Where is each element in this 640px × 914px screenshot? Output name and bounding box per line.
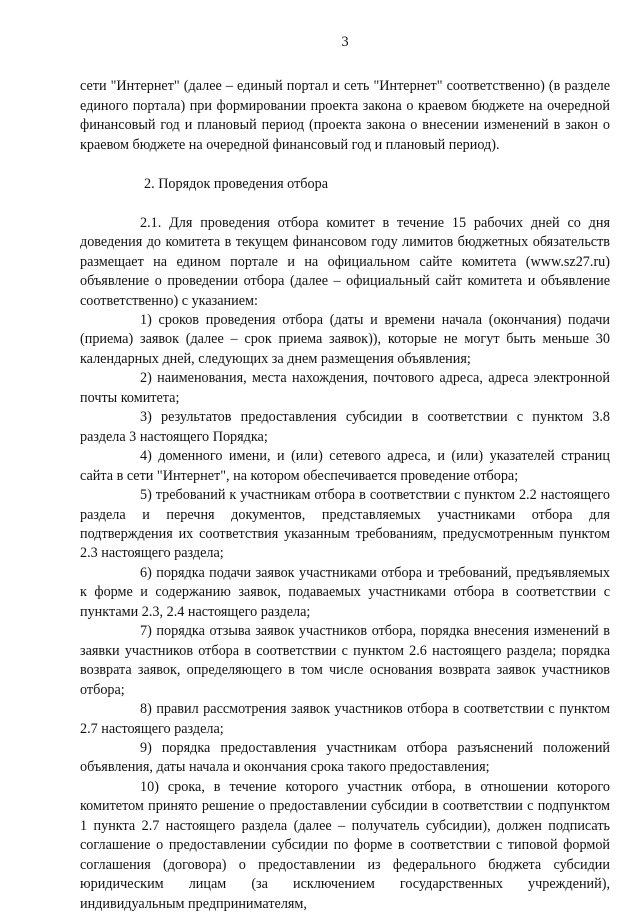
intro-paragraph: сети "Интернет" (далее – единый портал и сеть "Интернет" соответственно) (в разделе единого портала) при формировании проекта закона о краевом бюджете на очередной финансовый год и плановый период (проекта закона о внесении изменений в закон о краевом бюджете на очередной финансовый год и плановый период). [80,78,610,153]
page-number: 3 [341,34,349,50]
list-item-4: 4) доменного имени, и (или) сетевого адреса, и (или) указателей страниц сайта в сети "Интернет", на котором обеспечивается проведение отбора; [80,448,610,484]
section-title: 2. Порядок проведения отбора [144,176,328,193]
paragraph-2-1: 2.1. Для проведения отбора комитет в течение 15 рабочих дней со дня доведения до комитета в текущем финансовом году лимитов бюджетных обязательств размещает на едином портале и на официальном сайте комитета (www.sz27.ru) объявление о проведении отбора (далее – официальный сайт комитета и объявление соответственно) с указанием: [80,214,610,309]
list-item-6: 6) порядка подачи заявок участниками отбора и требований, предъявляемых к форме и содержанию заявок, подаваемых участниками отбора в соответствии с пунктами 2.3, 2.4 настоящего раздела; [80,564,610,620]
list-item-1: 1) сроков проведения отбора (даты и времени начала (окончания) подачи (приема) заявок (далее – срок приема заявок)), которые не могут быть меньше 30 календарных дней, следующих за днем размещения объявления; [80,311,610,367]
list-item-7: 7) порядка отзыва заявок участников отбора, порядка внесения изменений в заявки участников отбора в соответствии с пунктом 2.6 настоящего раздела; порядка возврата заявок, определяющего в том числе основания возврата заявок участников отбора; [80,623,610,698]
list-item-2: 2) наименования, места нахождения, почтового адреса, адреса электронной почты комитета; [80,370,610,406]
list-item-9: 9) порядка предоставления участникам отбора разъяснений положений объявления, даты начала и окончания срока такого предоставления; [80,739,610,776]
list-item-5: 5) требований к участникам отбора в соответствии с пунктом 2.2 настоящего раздела и перечня документов, представляемых участниками отбора для подтверждения их соответствия указанным требованиям, предусмотренным пунктом 2.3 настоящего раздела; [80,487,610,562]
list-item-10: 10) срока, в течение которого участник отбора, в отношении которого комитетом принято решение о предоставлении субсидии в соответствии с подпунктом 1 пункта 2.7 настоящего раздела (далее – получатель субсидии), должен подписать соглашение о предоставлении субсидии по форме в соответствии с типовой формой соглашения (договора) о предоставлении из федерального бюджета субсидии юридическим лицам (за исключением государственных учреждений), индивидуальным предпринимателям, [80,778,610,912]
list-item-3: 3) результатов предоставления субсидии в соответствии с пунктом 3.8 раздела 3 настоящего Порядка; [80,409,610,445]
list-item-8: 8) правил рассмотрения заявок участников отбора в соответствии с пунктом 2.7 настоящего раздела; [80,701,610,737]
